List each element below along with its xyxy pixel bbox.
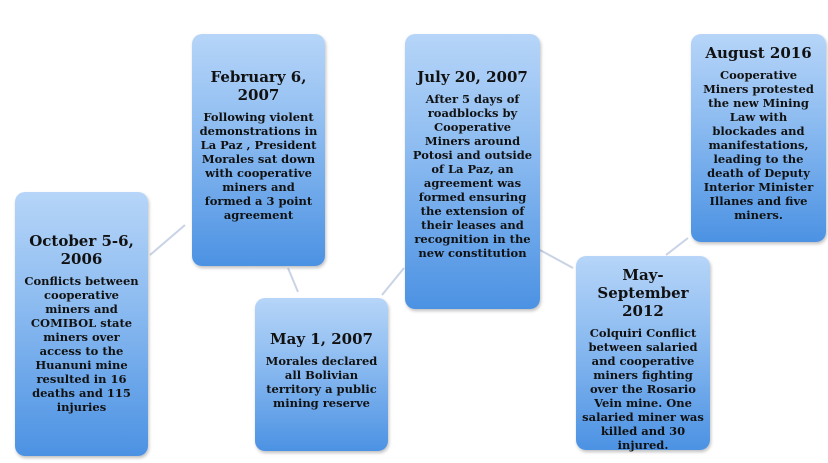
timeline-event-feb-2007 [192,34,325,266]
timeline-event-aug-2016 [691,34,826,242]
connector-5-6 [666,238,688,255]
event-description: Colquiri Conflict between salaried and cooperative miners fighting over the Rosario Vein mine. One salaried miner was killed and 30 injured. [582,326,704,452]
timeline-event-may-2007 [255,298,388,451]
event-date: February 6, 2007 [210,68,307,104]
connector-4-5 [540,250,573,268]
event-description: After 5 days of roadblocks by Cooperative Miners around Potosi and outside of La Paz, an agreement was formed ensuring the extension of their leases and recognition in the new constitution [412,92,533,260]
event-date: May 1, 2007 [270,330,373,348]
event-description: Conflicts between cooperative miners and COMIBOL state miners over access to the Huanuni mine resulted in 16 deaths and 115 injuries [24,274,139,414]
event-description: Following violent demonstrations in La Paz , President Morales sat down with cooperative miners and formed a 3 point agreement [199,110,318,222]
connector-2-3 [288,268,298,292]
event-date: October 5-6, 2006 [29,232,134,268]
event-description: Cooperative Miners protested the new Mining Law with blockades and manifestations, leading to the death of Deputy Interior Minister Illanes and five miners. [703,68,814,222]
connector-3-4 [382,268,404,295]
event-date: August 2016 [705,44,812,62]
timeline-event-oct-2006 [15,192,148,456]
timeline-event-2012 [576,256,710,450]
event-date: May-September 2012 [597,266,689,320]
timeline-event-jul-2007 [405,34,540,309]
event-date: July 20, 2007 [417,68,528,86]
event-description: Morales declared all Bolivian territory a public mining reserve [265,354,378,410]
connector-1-2 [150,225,185,255]
